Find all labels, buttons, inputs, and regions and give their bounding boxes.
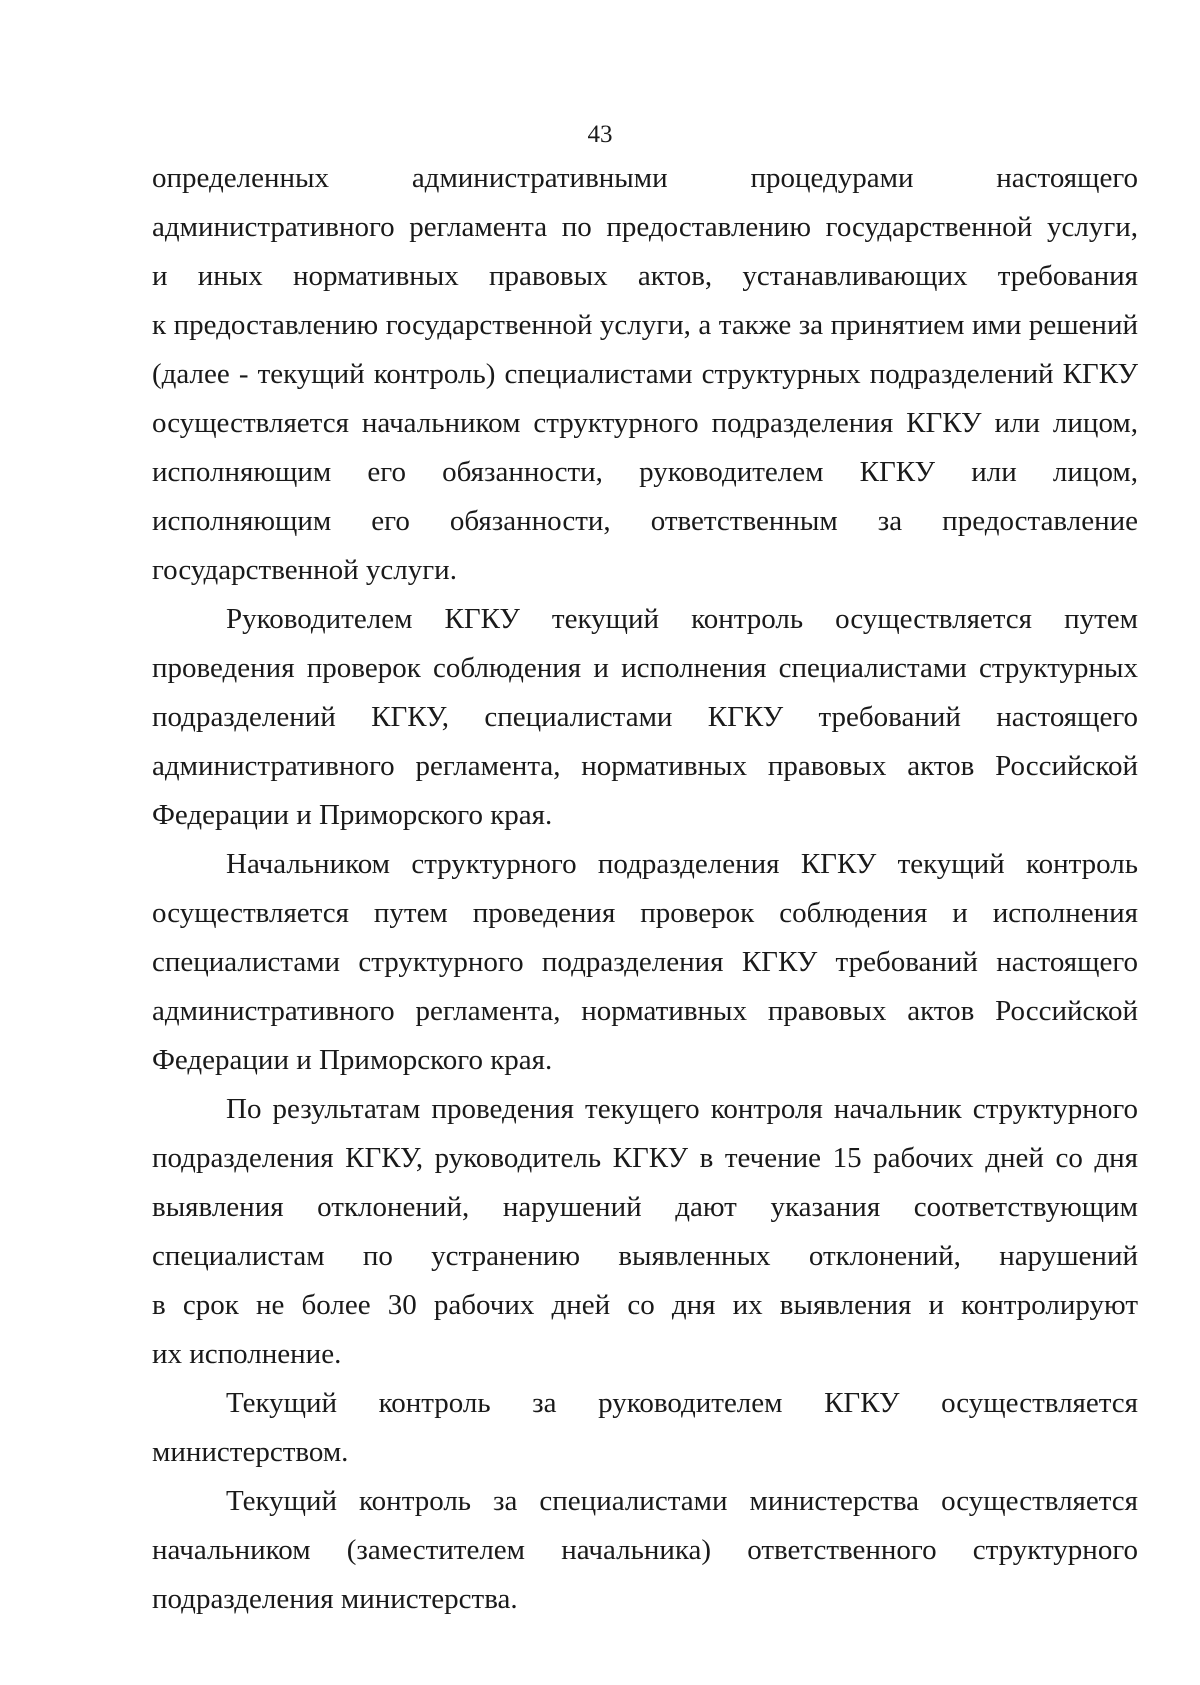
text-line: определенных административными процедурами настоящего: [152, 162, 1138, 194]
text-line: в срок не более 30 рабочих дней со дня их выявления и контролируют: [152, 1289, 1138, 1321]
paragraph: [152, 1477, 1138, 1624]
text-line: Федерации и Приморского края.: [152, 799, 553, 831]
text-line: специалистами структурного подразделения КГКУ требований настоящего: [152, 946, 1138, 978]
text-line: специалистам по устранению выявленных отклонений, нарушений: [152, 1240, 1138, 1272]
text-line: осуществляется начальником структурного подразделения КГКУ или лицом,: [152, 407, 1138, 439]
text-line: выявления отклонений, нарушений дают указания соответствующим: [152, 1191, 1138, 1223]
text-line: исполняющим его обязанности, ответственным за предоставление: [152, 505, 1138, 537]
text-line: По результатам проведения текущего контроля начальник структурного: [226, 1093, 1138, 1125]
text-line: министерством.: [152, 1436, 349, 1468]
text-line: административного регламента по предоставлению государственной услуги,: [152, 211, 1138, 243]
text-line: к предоставлению государственной услуги, а также за принятием ими решений: [152, 309, 1138, 341]
paragraph: [152, 840, 1138, 1085]
text-line: Текущий контроль за специалистами министерства осуществляется: [226, 1485, 1138, 1517]
text-line: Текущий контроль за руководителем КГКУ осуществляется: [226, 1387, 1138, 1419]
paragraph: [152, 1379, 1138, 1477]
text-line: Начальником структурного подразделения КГКУ текущий контроль: [226, 848, 1138, 880]
page-number: 43: [587, 121, 613, 148]
text-line: Руководителем КГКУ текущий контроль осуществляется путем: [226, 603, 1138, 635]
text-line: подразделений КГКУ, специалистами КГКУ требований настоящего: [152, 701, 1138, 733]
text-line: подразделения министерства.: [152, 1583, 518, 1615]
text-line: административного регламента, нормативных правовых актов Российской: [152, 750, 1138, 782]
text-line: государственной услуги.: [152, 554, 457, 586]
paragraph: [152, 1085, 1138, 1379]
document-body: [152, 154, 1138, 1624]
text-line: административного регламента, нормативных правовых актов Российской: [152, 995, 1138, 1027]
text-line: проведения проверок соблюдения и исполнения специалистами структурных: [152, 652, 1138, 684]
text-line: (далее - текущий контроль) специалистами структурных подразделений КГКУ: [152, 358, 1138, 390]
text-line: Федерации и Приморского края.: [152, 1044, 553, 1076]
text-line: подразделения КГКУ, руководитель КГКУ в течение 15 рабочих дней со дня: [152, 1142, 1138, 1174]
text-line: их исполнение.: [152, 1338, 342, 1370]
paragraph: [152, 154, 1138, 595]
text-line: исполняющим его обязанности, руководителем КГКУ или лицом,: [152, 456, 1138, 488]
paragraph: [152, 595, 1138, 840]
text-line: осуществляется путем проведения проверок соблюдения и исполнения: [152, 897, 1138, 929]
text-line: начальником (заместителем начальника) ответственного структурного: [152, 1534, 1138, 1566]
text-line: и иных нормативных правовых актов, устанавливающих требования: [152, 260, 1138, 292]
